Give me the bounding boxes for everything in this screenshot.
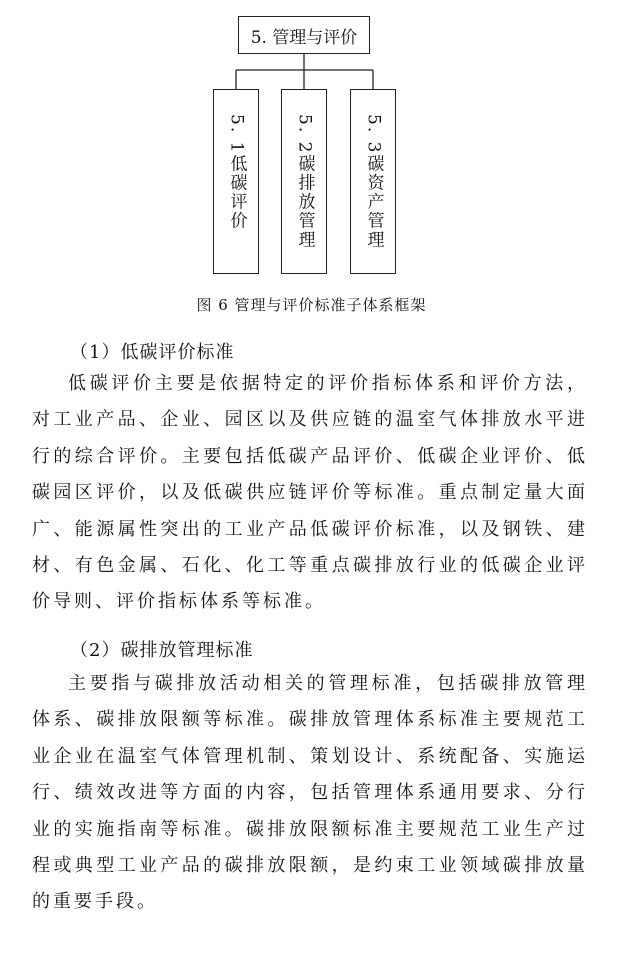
root-node-label: 5. 管理与评价 bbox=[250, 27, 358, 48]
section-heading: （2）碳排放管理标准 bbox=[70, 640, 254, 661]
child-node-label: 5. 3碳资产管理 bbox=[363, 114, 384, 250]
child-node-label: 5. 1低碳评价 bbox=[226, 114, 247, 231]
root-node bbox=[238, 16, 370, 54]
framework-diagram bbox=[0, 0, 623, 290]
child-node-emission-management bbox=[281, 89, 327, 274]
figure-caption: 图 6 管理与评价标准子体系框架 bbox=[196, 296, 427, 314]
section-paragraph: 低碳评价主要是依据特定的评价指标体系和评价方法，对工业产品、企业、园区以及供应链的温室气体排放水平进行的综合评价。主要包括低碳产品评价、低碳企业评价、低碳园区评价，以及低碳供应链评价等标准。重点制定量大面广、能源属性突出的工业产品低碳评价标准，以及钢铁、建材、有色金属、石化、化工等重点碳排放行业的低碳企业评价导则、评价指标体系等标准。 bbox=[32, 373, 588, 613]
section-paragraph: 主要指与碳排放活动相关的管理标准，包括碳排放管理体系、碳排放限额等标准。碳排放管理体系标准主要规范工业企业在温室气体管理机制、策划设计、系统配备、实施运行、绩效改进等方面的内容，包括管理体系通用要求、分行业的实施指南等标准。碳排放限额标准主要规范工业生产过程或典型工业产品的碳排放限额，是约束工业领域碳排放量的重要手段。 bbox=[32, 673, 588, 913]
section-heading: （1）低碳评价标准 bbox=[70, 342, 235, 363]
child-node-label: 5. 2碳排放管理 bbox=[294, 114, 315, 250]
child-node-low-carbon-evaluation bbox=[213, 89, 259, 274]
child-node-carbon-asset-management bbox=[350, 89, 396, 274]
